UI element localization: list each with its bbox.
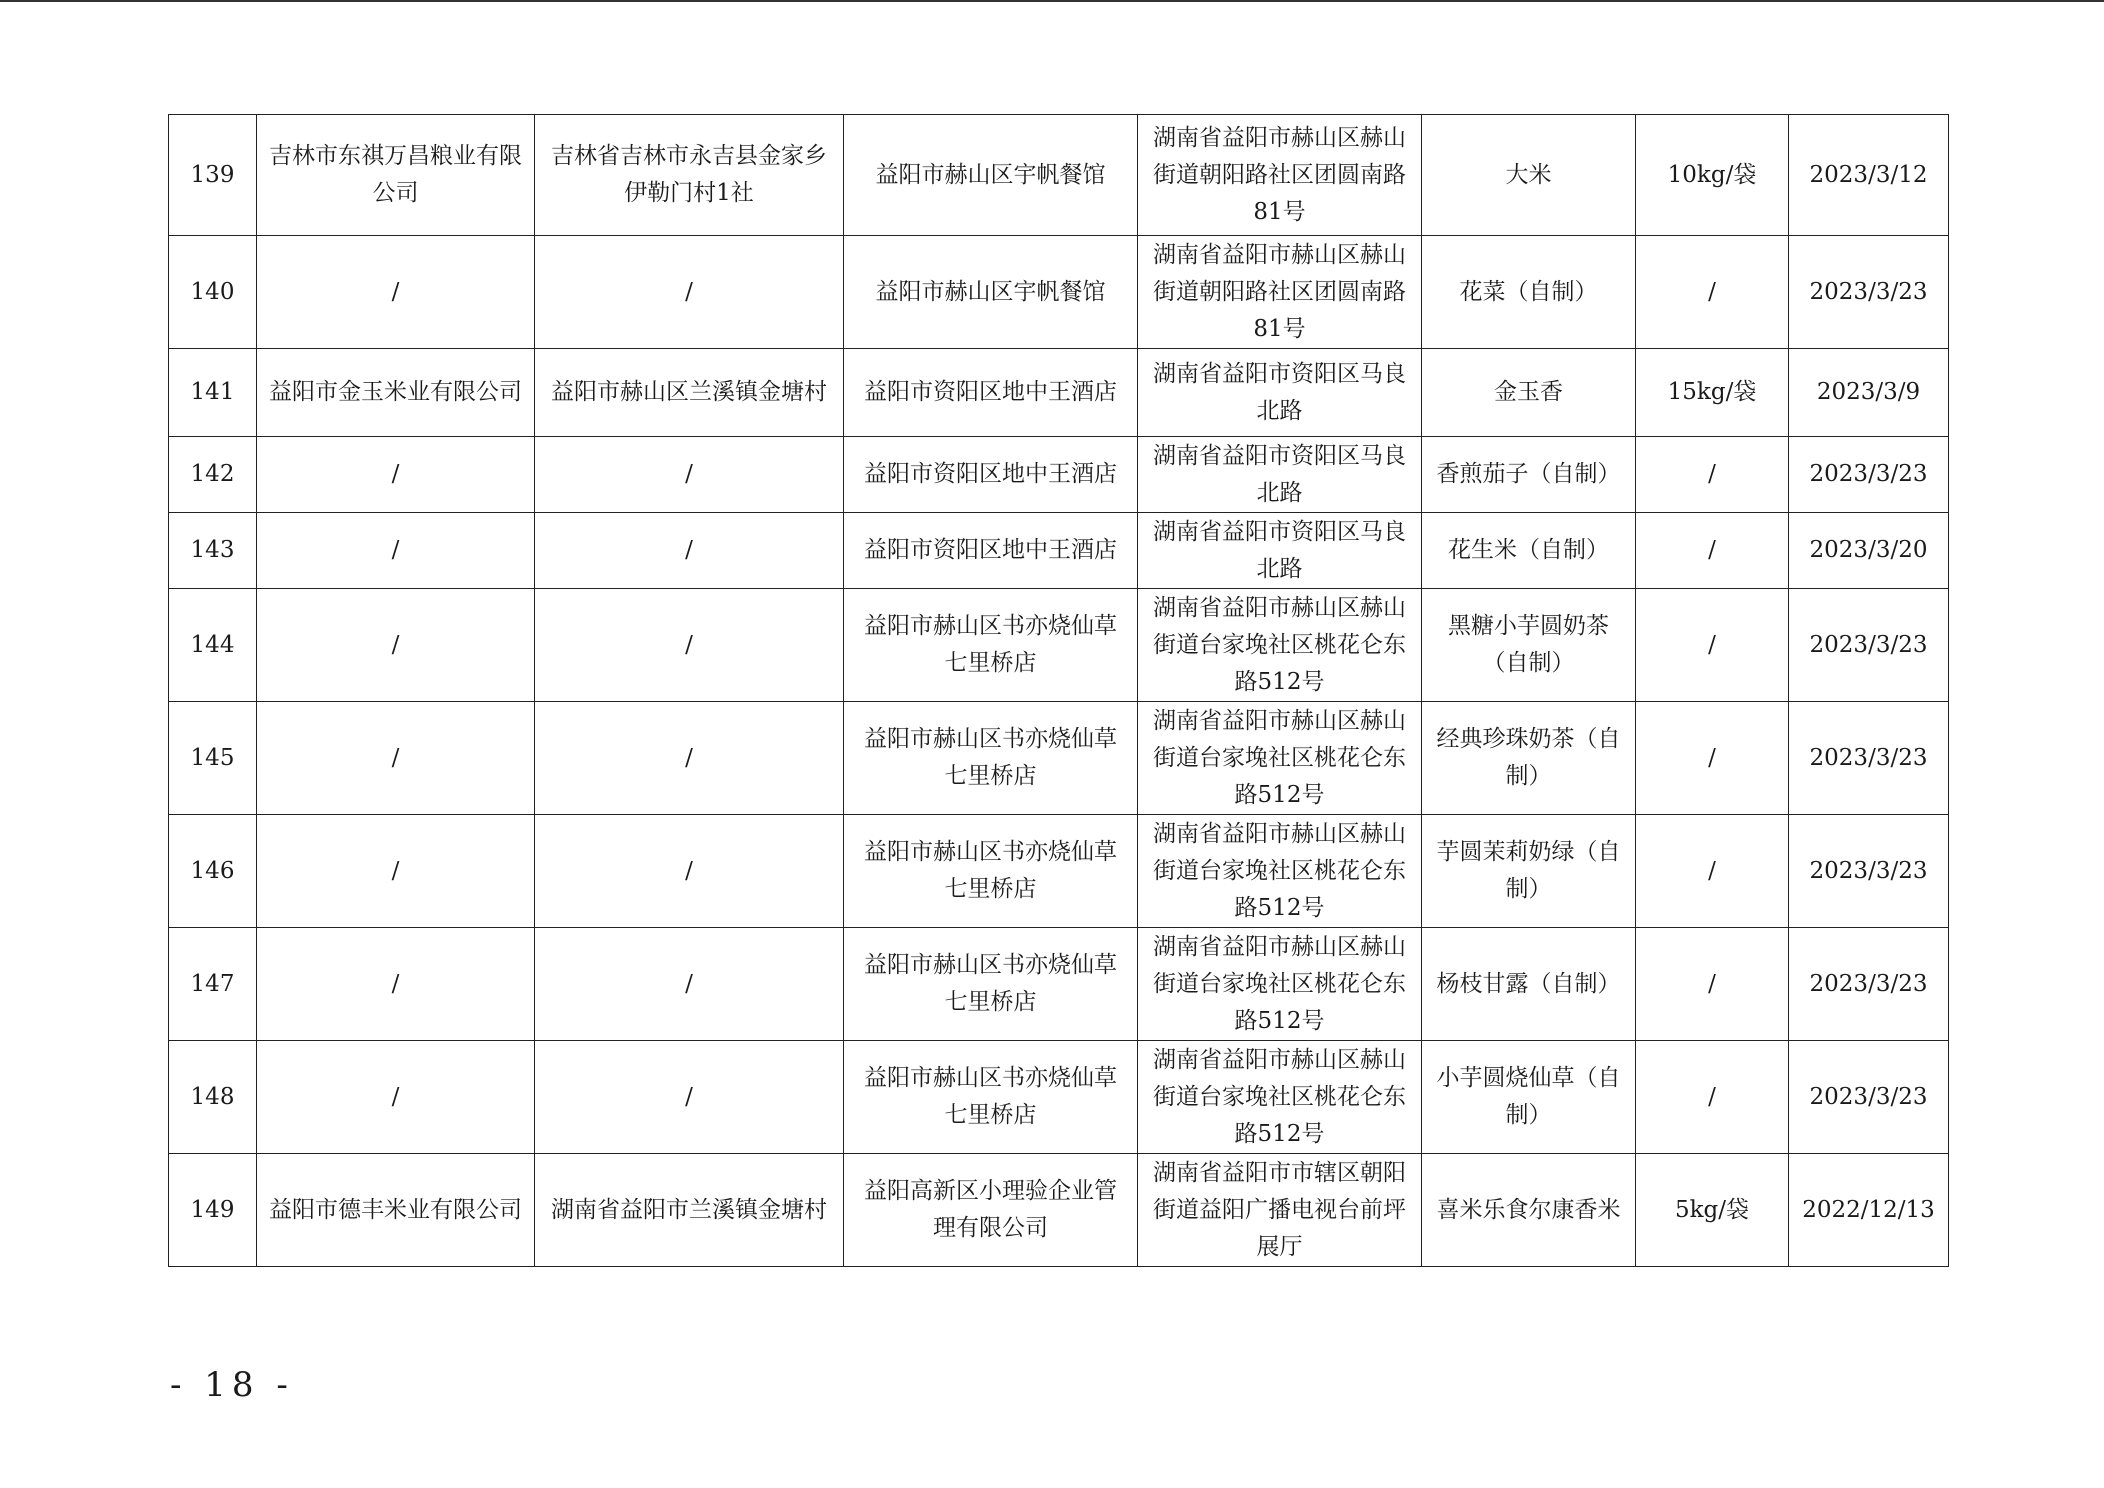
cell-sampled-unit: 益阳市赫山区宇帆餐馆 [844,115,1138,236]
page-top-border [0,0,2104,2]
cell-date: 2023/3/23 [1789,437,1949,513]
cell-specification: 5kg/袋 [1636,1154,1789,1267]
cell-specification: / [1636,1041,1789,1154]
sampling-records-table [168,114,1949,1267]
cell-producer-address: 湖南省益阳市兰溪镇金塘村 [535,1154,844,1267]
cell-producer: / [257,928,535,1041]
cell-number: 149 [169,1154,257,1267]
cell-number: 140 [169,236,257,349]
table-row [169,1041,1949,1154]
cell-sampled-unit: 益阳市赫山区书亦烧仙草七里桥店 [844,815,1138,928]
cell-date: 2023/3/23 [1789,928,1949,1041]
cell-sampled-address: 湖南省益阳市市辖区朝阳街道益阳广播电视台前坪展厅 [1138,1154,1422,1267]
table-row [169,1154,1949,1267]
cell-number: 141 [169,349,257,437]
cell-sampled-address: 湖南省益阳市赫山区赫山街道台家堍社区桃花仑东路512号 [1138,589,1422,702]
cell-producer-address: 益阳市赫山区兰溪镇金塘村 [535,349,844,437]
cell-producer-address: / [535,928,844,1041]
cell-product-name: 小芋圆烧仙草（自制） [1422,1041,1636,1154]
cell-sampled-unit: 益阳高新区小理验企业管理有限公司 [844,1154,1138,1267]
cell-specification: / [1636,589,1789,702]
cell-number: 142 [169,437,257,513]
cell-producer-address: / [535,1041,844,1154]
cell-number: 144 [169,589,257,702]
cell-sampled-unit: 益阳市赫山区书亦烧仙草七里桥店 [844,589,1138,702]
table-row [169,437,1949,513]
cell-number: 143 [169,513,257,589]
cell-producer-address: / [535,702,844,815]
cell-producer: 吉林市东祺万昌粮业有限公司 [257,115,535,236]
page-number: - 18 - [170,1365,294,1405]
cell-producer: / [257,1041,535,1154]
cell-number: 139 [169,115,257,236]
cell-producer: / [257,589,535,702]
cell-product-name: 大米 [1422,115,1636,236]
cell-sampled-address: 湖南省益阳市赫山区赫山街道台家堍社区桃花仑东路512号 [1138,702,1422,815]
cell-product-name: 黑糖小芋圆奶茶（自制） [1422,589,1636,702]
cell-specification: / [1636,437,1789,513]
cell-producer-address: / [535,815,844,928]
table-row [169,349,1949,437]
cell-producer-address: / [535,513,844,589]
table-row [169,513,1949,589]
cell-sampled-address: 湖南省益阳市资阳区马良北路 [1138,437,1422,513]
cell-specification: 10kg/袋 [1636,115,1789,236]
cell-sampled-unit: 益阳市赫山区书亦烧仙草七里桥店 [844,1041,1138,1154]
cell-date: 2023/3/23 [1789,702,1949,815]
cell-product-name: 喜米乐食尔康香米 [1422,1154,1636,1267]
cell-date: 2023/3/20 [1789,513,1949,589]
cell-number: 145 [169,702,257,815]
cell-sampled-unit: 益阳市资阳区地中王酒店 [844,437,1138,513]
cell-product-name: 金玉香 [1422,349,1636,437]
cell-sampled-unit: 益阳市赫山区宇帆餐馆 [844,236,1138,349]
cell-number: 148 [169,1041,257,1154]
cell-product-name: 芋圆茉莉奶绿（自制） [1422,815,1636,928]
cell-sampled-unit: 益阳市资阳区地中王酒店 [844,349,1138,437]
cell-specification: / [1636,928,1789,1041]
cell-date: 2023/3/9 [1789,349,1949,437]
cell-producer: / [257,702,535,815]
cell-producer: / [257,437,535,513]
cell-sampled-address: 湖南省益阳市资阳区马良北路 [1138,349,1422,437]
cell-date: 2022/12/13 [1789,1154,1949,1267]
cell-specification: / [1636,236,1789,349]
cell-date: 2023/3/12 [1789,115,1949,236]
table-row [169,115,1949,236]
cell-date: 2023/3/23 [1789,589,1949,702]
table-row [169,702,1949,815]
cell-producer: / [257,513,535,589]
cell-producer-address: / [535,236,844,349]
cell-specification: / [1636,513,1789,589]
cell-sampled-unit: 益阳市资阳区地中王酒店 [844,513,1138,589]
cell-sampled-address: 湖南省益阳市赫山区赫山街道台家堍社区桃花仑东路512号 [1138,1041,1422,1154]
table-row [169,236,1949,349]
cell-sampled-unit: 益阳市赫山区书亦烧仙草七里桥店 [844,928,1138,1041]
cell-sampled-address: 湖南省益阳市赫山区赫山街道台家堍社区桃花仑东路512号 [1138,928,1422,1041]
cell-specification: 15kg/袋 [1636,349,1789,437]
cell-number: 146 [169,815,257,928]
cell-specification: / [1636,702,1789,815]
cell-producer: 益阳市德丰米业有限公司 [257,1154,535,1267]
table-row [169,928,1949,1041]
cell-producer: / [257,815,535,928]
cell-number: 147 [169,928,257,1041]
cell-product-name: 香煎茄子（自制） [1422,437,1636,513]
cell-sampled-address: 湖南省益阳市赫山区赫山街道朝阳路社区团圆南路81号 [1138,236,1422,349]
cell-product-name: 杨枝甘露（自制） [1422,928,1636,1041]
cell-date: 2023/3/23 [1789,236,1949,349]
cell-producer: / [257,236,535,349]
table-row [169,589,1949,702]
cell-date: 2023/3/23 [1789,815,1949,928]
cell-sampled-unit: 益阳市赫山区书亦烧仙草七里桥店 [844,702,1138,815]
cell-producer-address: 吉林省吉林市永吉县金家乡伊勒门村1社 [535,115,844,236]
cell-product-name: 花生米（自制） [1422,513,1636,589]
cell-producer-address: / [535,437,844,513]
cell-sampled-address: 湖南省益阳市赫山区赫山街道台家堍社区桃花仑东路512号 [1138,815,1422,928]
cell-specification: / [1636,815,1789,928]
cell-sampled-address: 湖南省益阳市赫山区赫山街道朝阳路社区团圆南路81号 [1138,115,1422,236]
cell-producer-address: / [535,589,844,702]
cell-producer: 益阳市金玉米业有限公司 [257,349,535,437]
table-body [169,115,1949,1267]
table-row [169,815,1949,928]
cell-product-name: 经典珍珠奶茶（自制） [1422,702,1636,815]
cell-sampled-address: 湖南省益阳市资阳区马良北路 [1138,513,1422,589]
cell-product-name: 花菜（自制） [1422,236,1636,349]
cell-date: 2023/3/23 [1789,1041,1949,1154]
